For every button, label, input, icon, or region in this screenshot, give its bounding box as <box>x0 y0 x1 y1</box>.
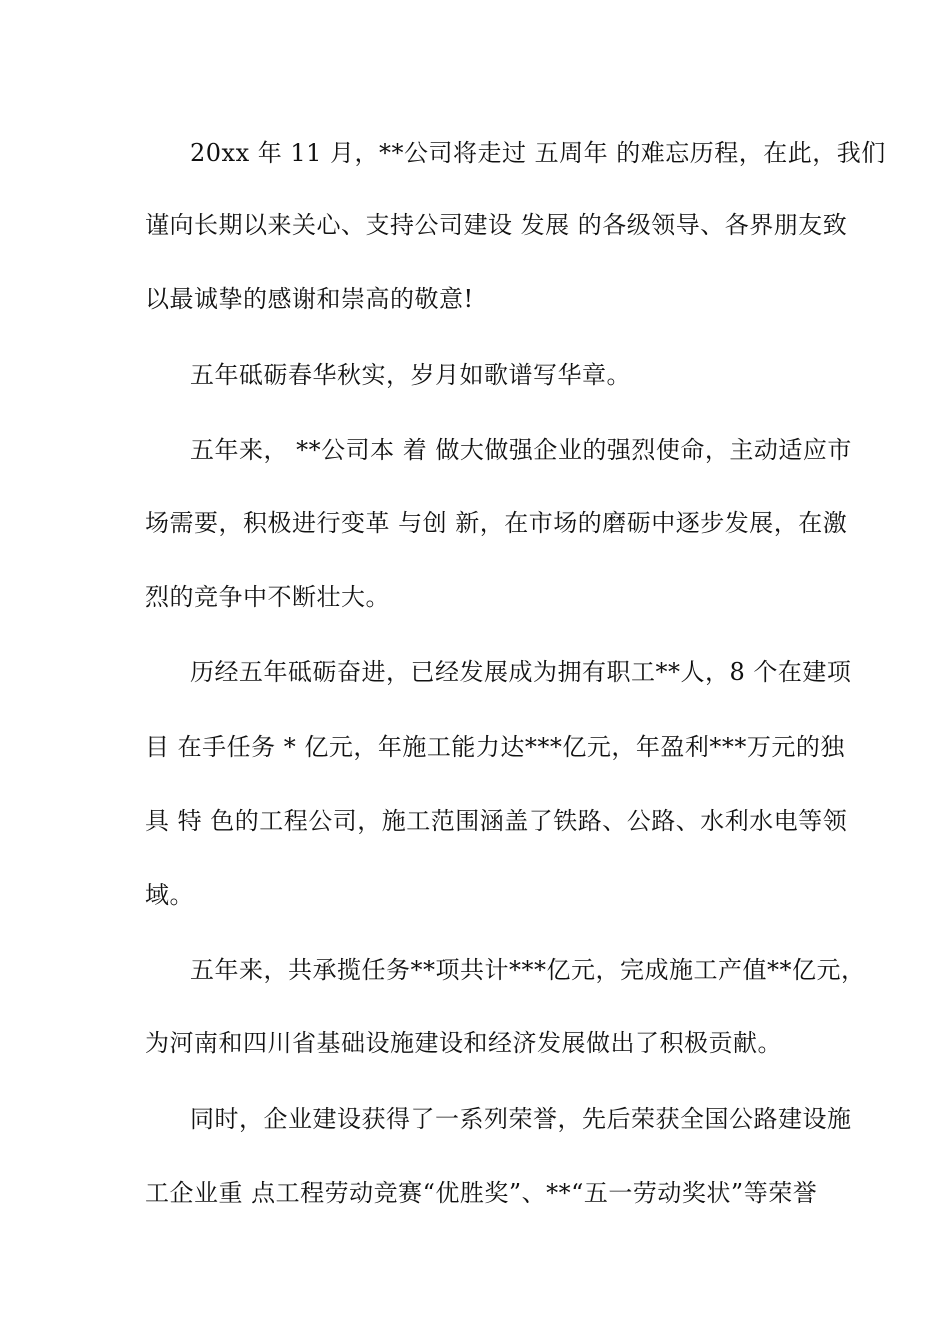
paragraph-4-line-3: 具 特 色的工程公司，施工范围涵盖了铁路、公路、水利水电等领 <box>145 807 848 835</box>
paragraph-3-line-2: 场需要，积极进行变革 与创 新，在市场的磨砺中逐步发展，在激 <box>145 509 848 537</box>
paragraph-4-line-1: 历经五年砥砺奋进，已经发展成为拥有职工**人，8 个在建项 <box>190 658 852 686</box>
paragraph-3-line-3: 烈的竞争中不断壮大。 <box>145 583 390 611</box>
paragraph-1-line-1: 20xx 年 11 月，**公司将走过 五周年 的难忘历程，在此，我们 <box>190 139 886 167</box>
paragraph-6-line-2: 工企业重 点工程劳动竞赛“优胜奖”、**“五一劳动奖状”等荣誉 <box>145 1179 818 1207</box>
paragraph-4-line-2: 目 在手任务 * 亿元，年施工能力达***亿元，年盈利***万元的独 <box>145 733 845 761</box>
paragraph-1-line-2: 谨向长期以来关心、支持公司建设 发展 的各级领导、各界朋友致 <box>145 211 848 239</box>
paragraph-2-line-1: 五年砥砺春华秋实，岁月如歌谱写华章。 <box>190 361 631 389</box>
paragraph-5-line-2: 为河南和四川省基础设施建设和经济发展做出了积极贡献。 <box>145 1029 782 1057</box>
paragraph-6-line-1: 同时，企业建设获得了一系列荣誉，先后荣获全国公路建设施 <box>190 1105 852 1133</box>
paragraph-1-line-3: 以最诚挚的感谢和崇高的敬意! <box>145 285 474 313</box>
paragraph-5-line-1: 五年来，共承揽任务**项共计***亿元，完成施工产值**亿元， <box>190 956 866 984</box>
paragraph-3-line-1: 五年来， **公司本 着 做大做强企业的强烈使命，主动适应市 <box>190 436 852 464</box>
paragraph-4-line-4: 域。 <box>145 881 194 909</box>
